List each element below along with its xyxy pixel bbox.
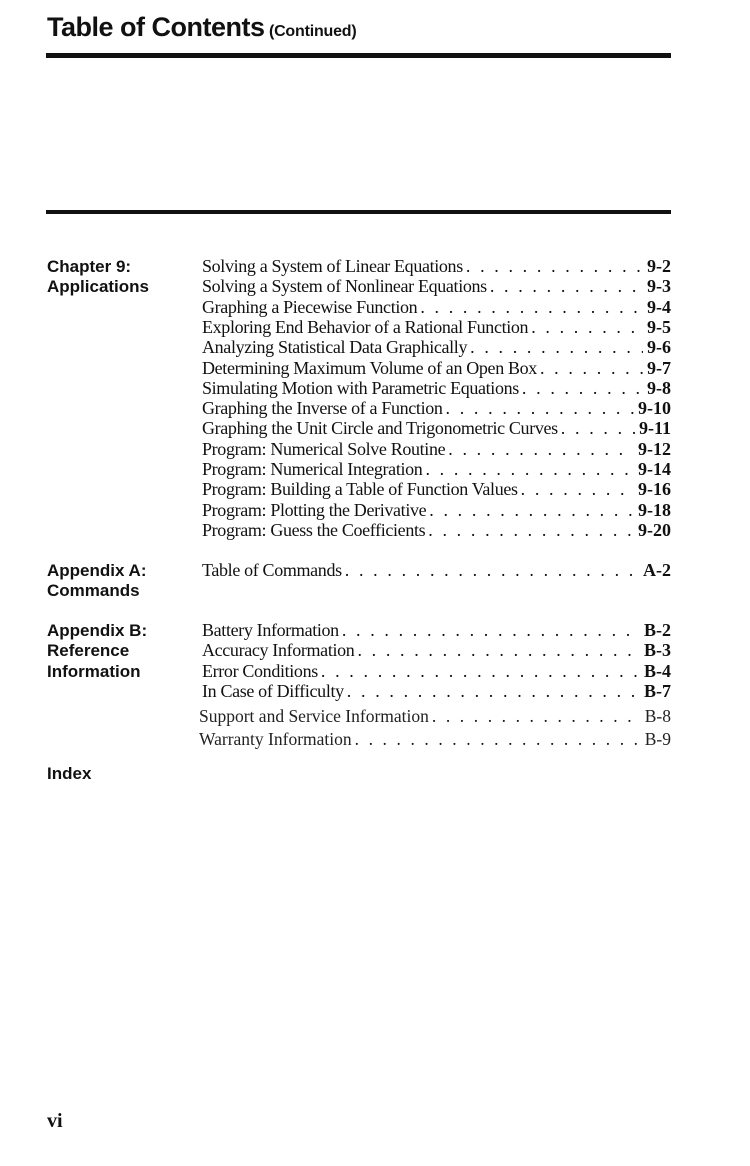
toc-entry[interactable] <box>202 297 671 317</box>
toc-entry-page: 9-3 <box>647 276 671 297</box>
toc-entry[interactable] <box>202 276 671 296</box>
toc-entry-page: 9-8 <box>647 377 671 398</box>
dot-leader <box>355 729 641 749</box>
dot-leader <box>531 317 643 337</box>
section-label-line: Appendix A: <box>47 561 147 580</box>
dot-leader <box>432 706 641 726</box>
dot-leader <box>521 479 634 499</box>
toc-entry-title: Solving a System of Linear Equations <box>202 256 463 276</box>
toc-entry-page: 9-10 <box>638 398 671 419</box>
toc-entry-page: B-7 <box>644 680 671 701</box>
page-title-main: Table of Contents <box>47 12 265 42</box>
toc-entry-title: Support and Service Information <box>199 706 429 726</box>
toc-entry-page: 9-16 <box>638 479 671 500</box>
toc-entry[interactable] <box>202 317 671 337</box>
toc-entry[interactable] <box>202 500 671 520</box>
toc-entry-page: B-4 <box>644 660 671 681</box>
toc-entry-title: Program: Plotting the Derivative <box>202 499 427 520</box>
dot-leader <box>446 398 634 418</box>
section-label-line: Index <box>47 764 92 783</box>
toc-entry-title: Program: Guess the Coefficients <box>202 519 426 540</box>
toc-entry-title: Table of Commands <box>202 560 342 580</box>
toc-entry-title: Accuracy Information <box>202 640 355 661</box>
dot-leader <box>429 500 634 520</box>
toc-entry[interactable] <box>202 398 671 418</box>
toc-entry-page: 9-7 <box>647 357 671 378</box>
section-label-line: Information <box>47 661 141 681</box>
dot-leader <box>321 661 640 681</box>
toc-entry-title: Graphing the Unit Circle and Trigonometric Curves <box>202 418 558 439</box>
toc-entry-page: 9-14 <box>638 459 671 479</box>
appendix-a-label <box>47 561 146 602</box>
toc-entry-page: 9-18 <box>638 499 671 520</box>
toc-entry-page: 9-2 <box>647 256 671 276</box>
toc-entry-page: 9-5 <box>647 316 671 337</box>
section-label-line: Commands <box>47 581 140 601</box>
toc-entry[interactable] <box>199 729 671 749</box>
toc-entry-page: A-2 <box>643 560 671 580</box>
toc-entry-title: Program: Building a Table of Function Values <box>202 479 518 500</box>
section-label-line: Appendix B: <box>47 621 148 640</box>
toc-entry[interactable] <box>202 418 671 438</box>
toc-entry[interactable] <box>202 358 671 378</box>
page-title <box>47 12 357 43</box>
toc-entry-title: Analyzing Statistical Data Graphically <box>202 337 468 358</box>
dot-leader <box>448 439 634 459</box>
toc-entry[interactable] <box>202 640 671 660</box>
toc-entry-page: 9-4 <box>647 296 671 317</box>
toc-entry[interactable] <box>202 661 671 681</box>
toc-entry-title: Graphing a Piecewise Function <box>202 296 418 317</box>
dot-leader <box>357 640 640 660</box>
toc-entry-page: B-8 <box>644 706 671 726</box>
toc-entry[interactable] <box>202 560 671 580</box>
dot-leader <box>561 418 635 438</box>
dot-leader <box>347 681 640 701</box>
toc-entry[interactable] <box>202 620 671 640</box>
toc-entry-title: Simulating Motion with Parametric Equations <box>202 377 519 398</box>
toc-entry-title: Program: Numerical Integration <box>202 459 423 479</box>
dot-leader <box>425 459 634 479</box>
section-label-line: Reference <box>47 641 130 661</box>
dot-leader <box>540 358 643 378</box>
section-rule <box>46 210 671 214</box>
section-label-line: Chapter 9: <box>47 257 132 276</box>
chapter-9-label <box>47 257 149 298</box>
toc-entry[interactable] <box>202 378 671 398</box>
toc-entry[interactable] <box>202 479 671 499</box>
dot-leader <box>342 620 640 640</box>
toc-entry[interactable] <box>202 681 671 701</box>
toc-entry-title: Solving a System of Nonlinear Equations <box>202 276 487 297</box>
dot-leader <box>466 256 643 276</box>
dot-leader <box>428 520 634 540</box>
dot-leader <box>522 378 643 398</box>
dot-leader <box>345 560 639 580</box>
toc-entry-page: B-2 <box>644 620 671 640</box>
dot-leader <box>420 297 643 317</box>
toc-entry[interactable] <box>202 439 671 459</box>
toc-entry[interactable] <box>202 337 671 357</box>
page-title-subtitle: (Continued) <box>268 23 357 40</box>
section-label-line: Applications <box>47 277 150 297</box>
dot-leader <box>490 276 643 296</box>
toc-entry-title: Battery Information <box>202 620 339 640</box>
toc-entry-title: Determining Maximum Volume of an Open Box <box>202 357 537 378</box>
toc-entry[interactable] <box>202 520 671 540</box>
toc-entry[interactable] <box>202 256 671 276</box>
toc-entry-title: Warranty Information <box>199 729 352 749</box>
toc-entry-title: Error Conditions <box>202 660 318 681</box>
toc-entry-page: 9-6 <box>647 337 671 358</box>
toc-entry-title: Program: Numerical Solve Routine <box>202 438 446 459</box>
dot-leader <box>470 337 643 357</box>
toc-entry[interactable] <box>202 459 671 479</box>
toc-entry[interactable] <box>199 706 671 726</box>
toc-entry-page: B-9 <box>644 729 671 749</box>
toc-entry-page: B-3 <box>644 640 671 661</box>
toc-entry-page: 9-12 <box>638 438 671 459</box>
toc-entry-title: Exploring End Behavior of a Rational Function <box>202 316 529 337</box>
appendix-b-label <box>47 621 147 682</box>
toc-entry-page: 9-20 <box>638 519 671 540</box>
toc-entry-page: 9-11 <box>638 418 671 439</box>
toc-entry-title: Graphing the Inverse of a Function <box>202 398 443 419</box>
top-rule <box>46 53 671 58</box>
toc-entry-title: In Case of Difficulty <box>202 680 344 701</box>
page-number: vi <box>47 1110 63 1132</box>
index-label <box>47 764 91 784</box>
